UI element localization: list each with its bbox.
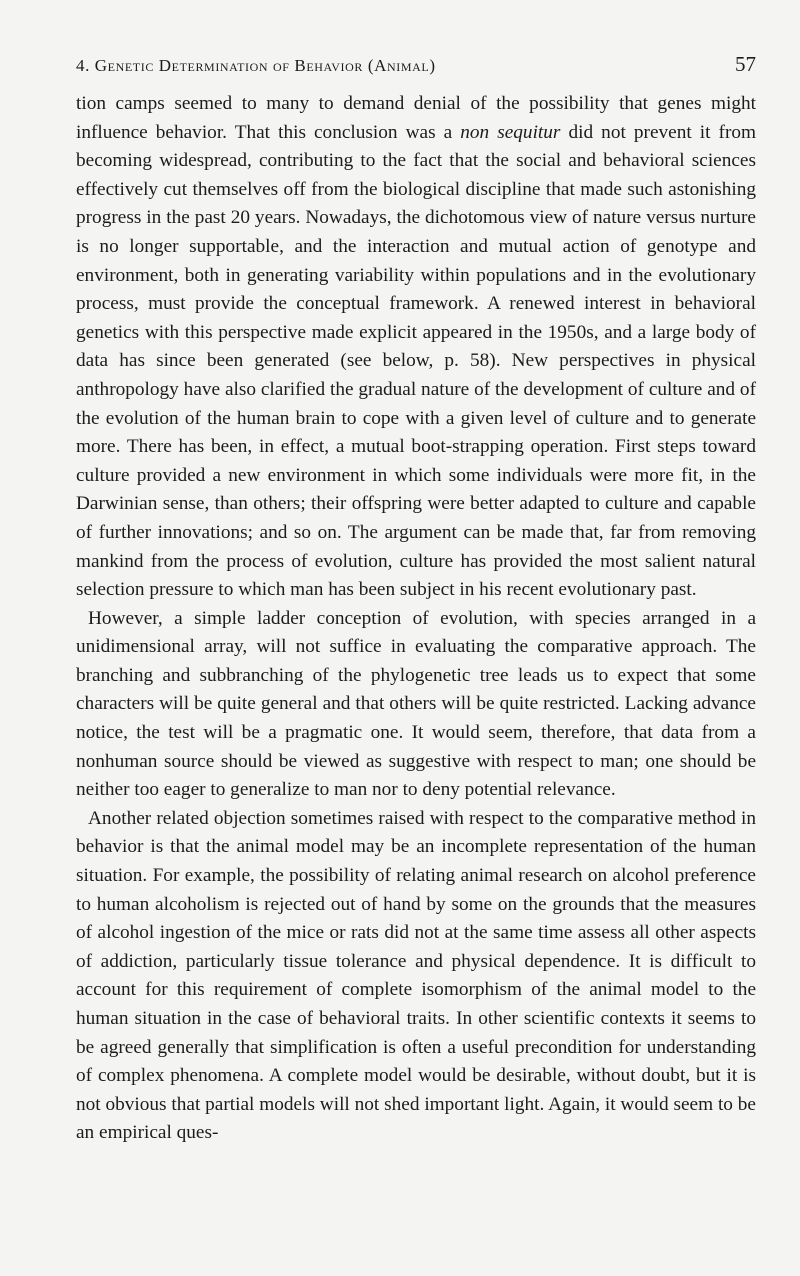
- paragraph-1: [76, 90, 756, 605]
- body-text: [76, 90, 756, 1148]
- page-number: 57: [735, 52, 756, 76]
- paragraph-3: Another related objection sometimes raised with respect to the comparative method in behavior is that the animal model may be an incomplete representation of the human situation. For example, the possibility of relating animal research on alcohol preference to human alcoholism is rejected out of hand by some on the grounds that the measures of alcohol ingestion of the mice or rats did not at the same time assess all other aspects of addiction, particularly tissue tolerance and physical dependence. It is difficult to account for this requirement of complete isomorphism of the animal model to the human situation in the case of behavioral traits. In other scientific contexts it seems to be agreed generally that simplification is often a useful precondition for understanding of complex phenomena. A complete model would be desirable, without doubt, but it is not obvious that partial models will not shed important light. Again, it would seem to be an empirical ques-: [76, 807, 756, 1144]
- book-page: [76, 52, 756, 1148]
- chapter-running-title: 4. Genetic Determination of Behavior (Animal): [76, 56, 436, 75]
- paragraph-1-text-end: did not prevent it from becoming widespread, contributing to the fact that the social and behavioral sciences effectively cut themselves off from the biological discipline that made such astonishing progress in the past 20 years. Nowadays, the dichotomous view of nature versus nurture is no longer supportable, and the interaction and mutual action of genotype and environment, both in generating variability within populations and in the evolutionary process, must provide the conceptual framework. A renewed interest in behavioral genetics with this perspective made explicit appeared in the 1950s, and a large body of data has since been generated (see below, p. 58). New perspectives in physical anthropology have also clarified the gradual nature of the development of culture and of the evolution of the human brain to cope with a given level of culture and to generate more. There has been, in effect, a mutual boot-strapping operation. First steps toward culture provided a new environment in which some individuals were more fit, in the Darwinian sense, than others; their offspring were better adapted to culture and capable of further innovations; and so on. The argument can be made that, far from removing mankind from the process of evolution, culture has provided the most salient natural selection pressure to which man has been subject in his recent evolutionary past.: [76, 121, 756, 601]
- paragraph-2: However, a simple ladder conception of evolution, with species arranged in a unidimensional array, will not suffice in evaluating the comparative approach. The branching and subbranching of the phylogenetic tree leads us to expect that some characters will be quite general and that others will be quite restricted. Lacking advance notice, the test will be a pragmatic one. It would seem, therefore, that data from a nonhuman source should be viewed as suggestive with respect to man; one should be neither too eager to generalize to man nor to deny potential relevance.: [76, 607, 756, 801]
- paragraph-1-text-start: tion camps seemed to many to demand denial of the possibility that genes might influence behavior. That this conclusion was a: [76, 93, 756, 143]
- running-header: [76, 52, 756, 88]
- italic-phrase: non sequitur: [460, 121, 561, 143]
